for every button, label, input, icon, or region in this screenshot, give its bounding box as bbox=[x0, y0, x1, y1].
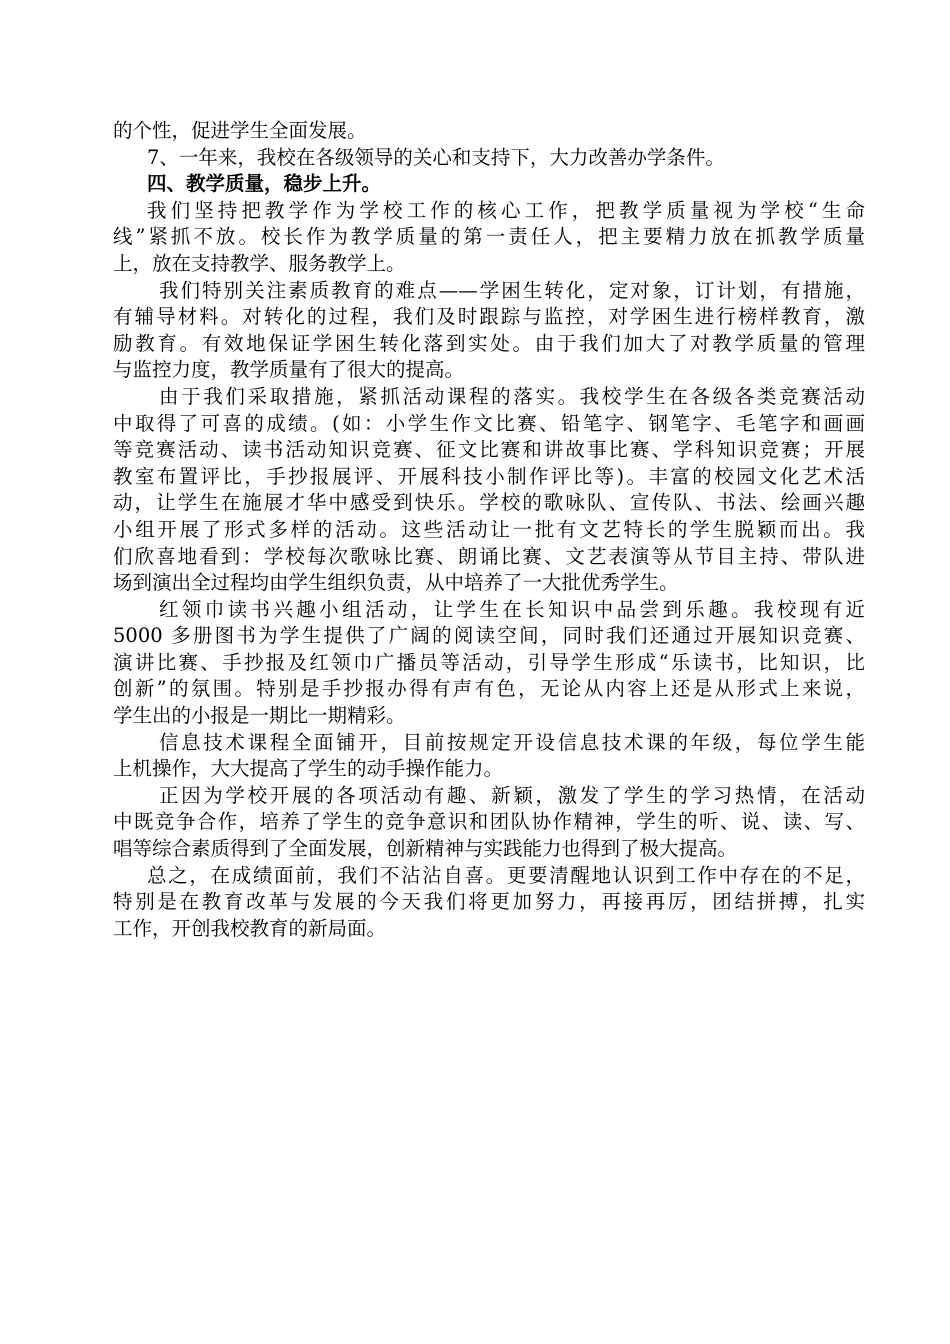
text-line: 由于我们采取措施，紧抓活动课程的落实。我校学生在各级各类竞赛活动 bbox=[159, 384, 865, 408]
paragraph bbox=[113, 278, 865, 384]
text-line: 学生出的小报是一期比一期精彩。 bbox=[113, 704, 406, 728]
text-line: 5000 多册图书为学生提供了广阔的阅读空间，同时我们还通过开展知识竞赛、 bbox=[113, 624, 865, 648]
text-line: 动，让学生在施展才华中感受到快乐。学校的歌咏队、宣传队、书法、绘画兴趣 bbox=[113, 491, 865, 515]
text-line: 我们坚持把教学作为学校工作的核心工作，把教学质量视为学校“生命 bbox=[147, 198, 865, 222]
text-line: 7、一年来，我校在各级领导的关心和支持下，大力改善办学条件。 bbox=[147, 145, 725, 169]
text-line: 线”紧抓不放。校长作为教学质量的第一责任人，把主要精力放在抓教学质量 bbox=[113, 225, 865, 249]
text-line: 演讲比赛、手抄报及红领巾广播员等活动，引导学生形成“乐读书，比知识，比 bbox=[113, 650, 865, 674]
text-line: 中既竞争合作，培养了学生的竞争意识和团队协作精神，学生的听、说、读、写、 bbox=[113, 810, 865, 834]
text-line: 四、教学质量，稳步上升。 bbox=[147, 172, 382, 196]
text-line: 与监控力度，教学质量有了很大的提高。 bbox=[113, 358, 465, 382]
paragraph bbox=[113, 783, 865, 863]
paragraph bbox=[113, 597, 865, 730]
text-line: 创新”的氛围。特别是手抄报办得有声有色，无论从内容上还是从形式上来说， bbox=[113, 677, 865, 701]
text-line: 正因为学校开展的各项活动有趣、新颖，激发了学生的学习热情，在活动 bbox=[159, 783, 865, 807]
text-line: 特别是在教育改革与发展的今天我们将更加努力，再接再厉，团结拼搏，扎实 bbox=[113, 890, 865, 914]
text-line: 信息技术课程全面铺开，目前按规定开设信息技术课的年级，每位学生能 bbox=[159, 730, 865, 754]
text-line: 上机操作，大大提高了学生的动手操作能力。 bbox=[113, 757, 504, 781]
text-line: 们欣喜地看到：学校每次歌咏比赛、朗诵比赛、文艺表演等从节目主持、带队进 bbox=[113, 544, 865, 568]
text-line: 教室布置评比，手抄报展评、开展科技小制作评比等)。丰富的校园文化艺术活 bbox=[113, 464, 865, 488]
section-heading bbox=[113, 171, 865, 198]
text-line: 小组开展了形式多样的活动。这些活动让一批有文艺特长的学生脱颖而出。我 bbox=[113, 517, 865, 541]
text-line: 场到演出全过程均由学生组织负责，从中培养了一大批优秀学生。 bbox=[113, 571, 679, 595]
text-line: 总之，在成绩面前，我们不沾沾自喜。更要清醒地认识到工作中存在的不足， bbox=[147, 863, 865, 887]
text-line: 有辅导材料。对转化的过程，我们及时跟踪与监控，对学困生进行榜样教育，激 bbox=[113, 305, 865, 329]
text-line: 上，放在支持教学、服务教学上。 bbox=[113, 251, 406, 275]
paragraph bbox=[113, 384, 865, 597]
paragraph bbox=[113, 198, 865, 278]
paragraph bbox=[113, 118, 865, 145]
paragraph bbox=[113, 730, 865, 783]
text-line: 等竞赛活动、读书活动知识竞赛、征文比赛和讲故事比赛、学科知识竞赛；开展 bbox=[113, 438, 865, 462]
text-line: 中取得了可喜的成绩。(如：小学生作文比赛、铅笔字、钢笔字、毛笔字和画画 bbox=[113, 411, 865, 435]
text-line: 红领巾读书兴趣小组活动，让学生在长知识中品尝到乐趣。我校现有近 bbox=[159, 597, 865, 621]
paragraph bbox=[113, 863, 865, 943]
text-line: 我们特别关注素质教育的难点——学困生转化，定对象，订计划，有措施， bbox=[159, 278, 865, 302]
document-body bbox=[113, 118, 865, 942]
paragraph bbox=[113, 145, 865, 172]
text-line: 励教育。有效地保证学困生转化落到实处。由于我们加大了对教学质量的管理 bbox=[113, 331, 865, 355]
text-line: 的个性，促进学生全面发展。 bbox=[113, 119, 367, 142]
text-line: 唱等综合素质得到了全面发展，创新精神与实践能力也得到了极大提高。 bbox=[113, 837, 738, 861]
text-line: 工作，开创我校教育的新局面。 bbox=[113, 916, 387, 940]
